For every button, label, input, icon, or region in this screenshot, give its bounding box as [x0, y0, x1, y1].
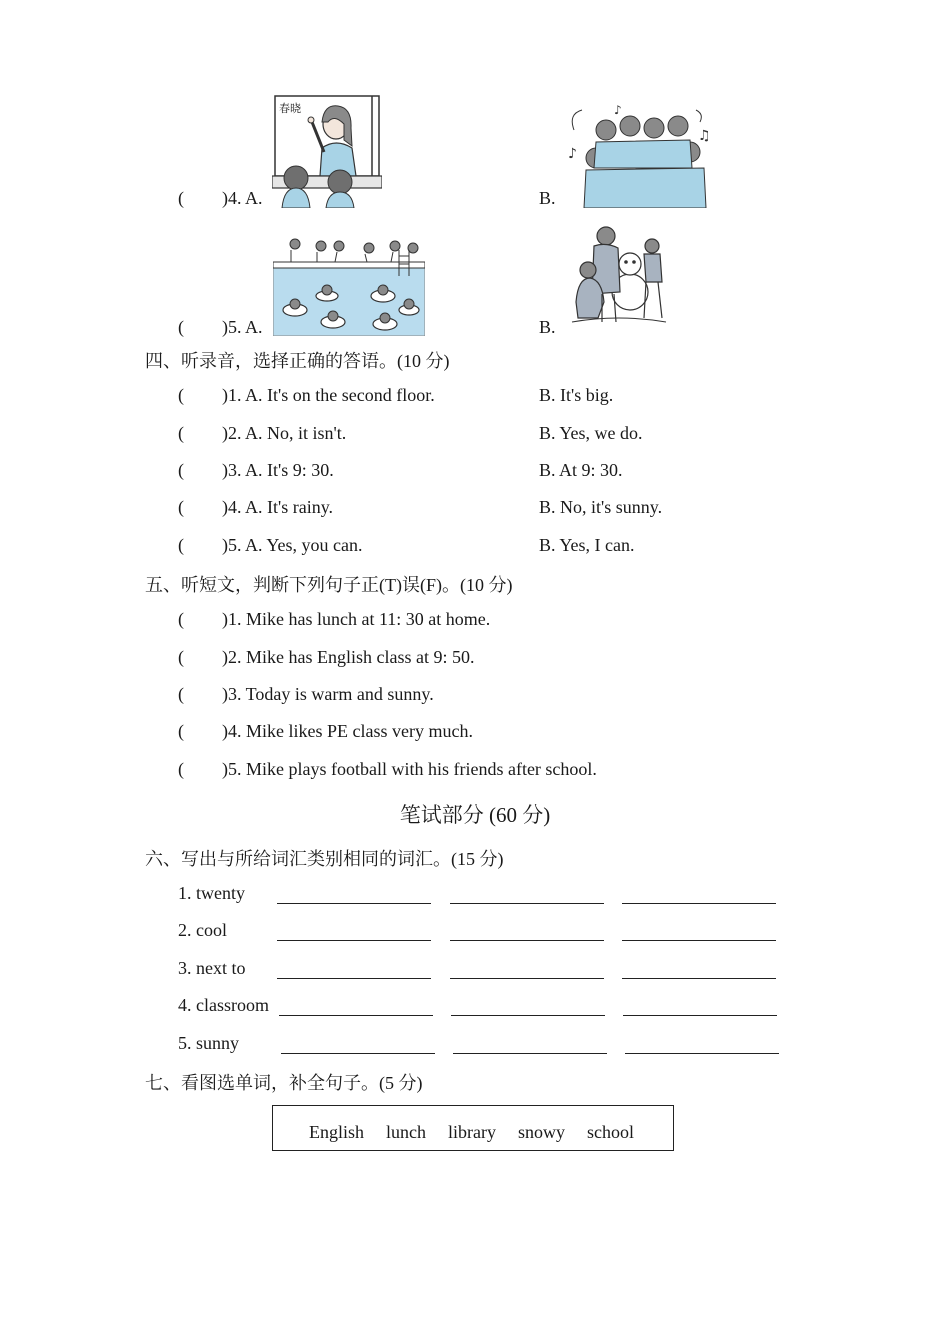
answer-blank[interactable]: [451, 1015, 605, 1016]
svg-text:♪: ♪: [614, 103, 622, 117]
svg-text:♫: ♫: [698, 128, 711, 144]
statement-text: )1. Mike has lunch at 11: 30 at home.: [222, 609, 491, 629]
answer-blank[interactable]: [625, 1053, 779, 1054]
answer-blank[interactable]: [279, 1015, 433, 1016]
answer-paren: (: [178, 188, 184, 208]
answer-paren: (: [178, 721, 184, 741]
answer-blank[interactable]: [622, 978, 776, 979]
section4-heading: 四、听录音，选择正确的答语。(10 分): [145, 351, 450, 371]
word-bank-word: lunch: [386, 1122, 426, 1142]
option-a-text: )5. A. Yes, you can.: [222, 535, 363, 555]
written-part-title: 笔试部分 (60 分): [399, 803, 551, 827]
teacher-classroom-image: [272, 94, 382, 208]
statement-text: )4. Mike likes PE class very much.: [222, 721, 473, 741]
answer-blank[interactable]: [277, 940, 431, 941]
section5-heading: 五、听短文，判断下列句子正(T)误(F)。(10 分): [145, 575, 513, 595]
answer-blank[interactable]: [281, 1053, 435, 1054]
word-bank-word: English: [309, 1122, 365, 1142]
blackboard-text: 春晓: [279, 102, 301, 115]
answer-paren: (: [178, 647, 184, 667]
word-prompt: 1. twenty: [178, 883, 245, 903]
option-b-text: B. No, it's sunny.: [539, 497, 663, 517]
option-b-text: B. Yes, we do.: [539, 423, 643, 443]
word-bank-word: snowy: [518, 1122, 566, 1142]
option-a-text: )3. A. It's 9: 30.: [222, 460, 334, 480]
answer-blank[interactable]: [450, 940, 604, 941]
answer-paren: (: [178, 535, 184, 555]
answer-blank[interactable]: [450, 903, 604, 904]
word-prompt: 2. cool: [178, 920, 227, 940]
word-prompt: 5. sunny: [178, 1033, 240, 1053]
answer-paren: (: [178, 385, 184, 405]
statement-text: )3. Today is warm and sunny.: [222, 684, 434, 704]
answer-paren: (: [178, 423, 184, 443]
answer-blank[interactable]: [453, 1053, 607, 1054]
answer-paren: (: [178, 759, 184, 779]
option-b-label: B.: [539, 188, 556, 208]
answer-blank[interactable]: [622, 940, 776, 941]
section7-heading: 七、看图选单词，补全句子。(5 分): [145, 1073, 423, 1093]
statement-text: )5. Mike plays football with his friends after school.: [222, 759, 597, 779]
question-label: )5. A.: [222, 317, 263, 337]
option-b-text: B. It's big.: [539, 385, 614, 405]
answer-blank[interactable]: [450, 978, 604, 979]
answer-paren: (: [178, 684, 184, 704]
swimming-pool-image: [273, 236, 425, 336]
word-prompt: 4. classroom: [178, 995, 269, 1015]
answer-blank[interactable]: [277, 903, 431, 904]
answer-paren: (: [178, 609, 184, 629]
answer-paren: (: [178, 497, 184, 517]
option-a-text: )2. A. No, it isn't.: [222, 423, 347, 443]
statement-text: )2. Mike has English class at 9: 50.: [222, 647, 475, 667]
question-label: )4. A.: [222, 188, 263, 208]
word-bank-word: library: [448, 1122, 496, 1142]
option-a-text: )4. A. It's rainy.: [222, 497, 334, 517]
singing-choir-image: [566, 100, 712, 208]
word-bank-word: school: [587, 1122, 634, 1142]
answer-blank[interactable]: [623, 1015, 777, 1016]
svg-text:♪: ♪: [568, 146, 577, 162]
option-a-text: )1. A. It's on the second floor.: [222, 385, 435, 405]
answer-paren: (: [178, 317, 184, 337]
answer-blank[interactable]: [622, 903, 776, 904]
building-snowman-image: [568, 222, 668, 328]
answer-paren: (: [178, 460, 184, 480]
option-b-text: B. At 9: 30.: [539, 460, 623, 480]
option-b-text: B. Yes, I can.: [539, 535, 635, 555]
word-bank-box: [272, 1105, 674, 1151]
section6-heading: 六、写出与所给词汇类别相同的词汇。(15 分): [145, 849, 504, 869]
word-prompt: 3. next to: [178, 958, 246, 978]
option-b-label: B.: [539, 317, 556, 337]
answer-blank[interactable]: [277, 978, 431, 979]
